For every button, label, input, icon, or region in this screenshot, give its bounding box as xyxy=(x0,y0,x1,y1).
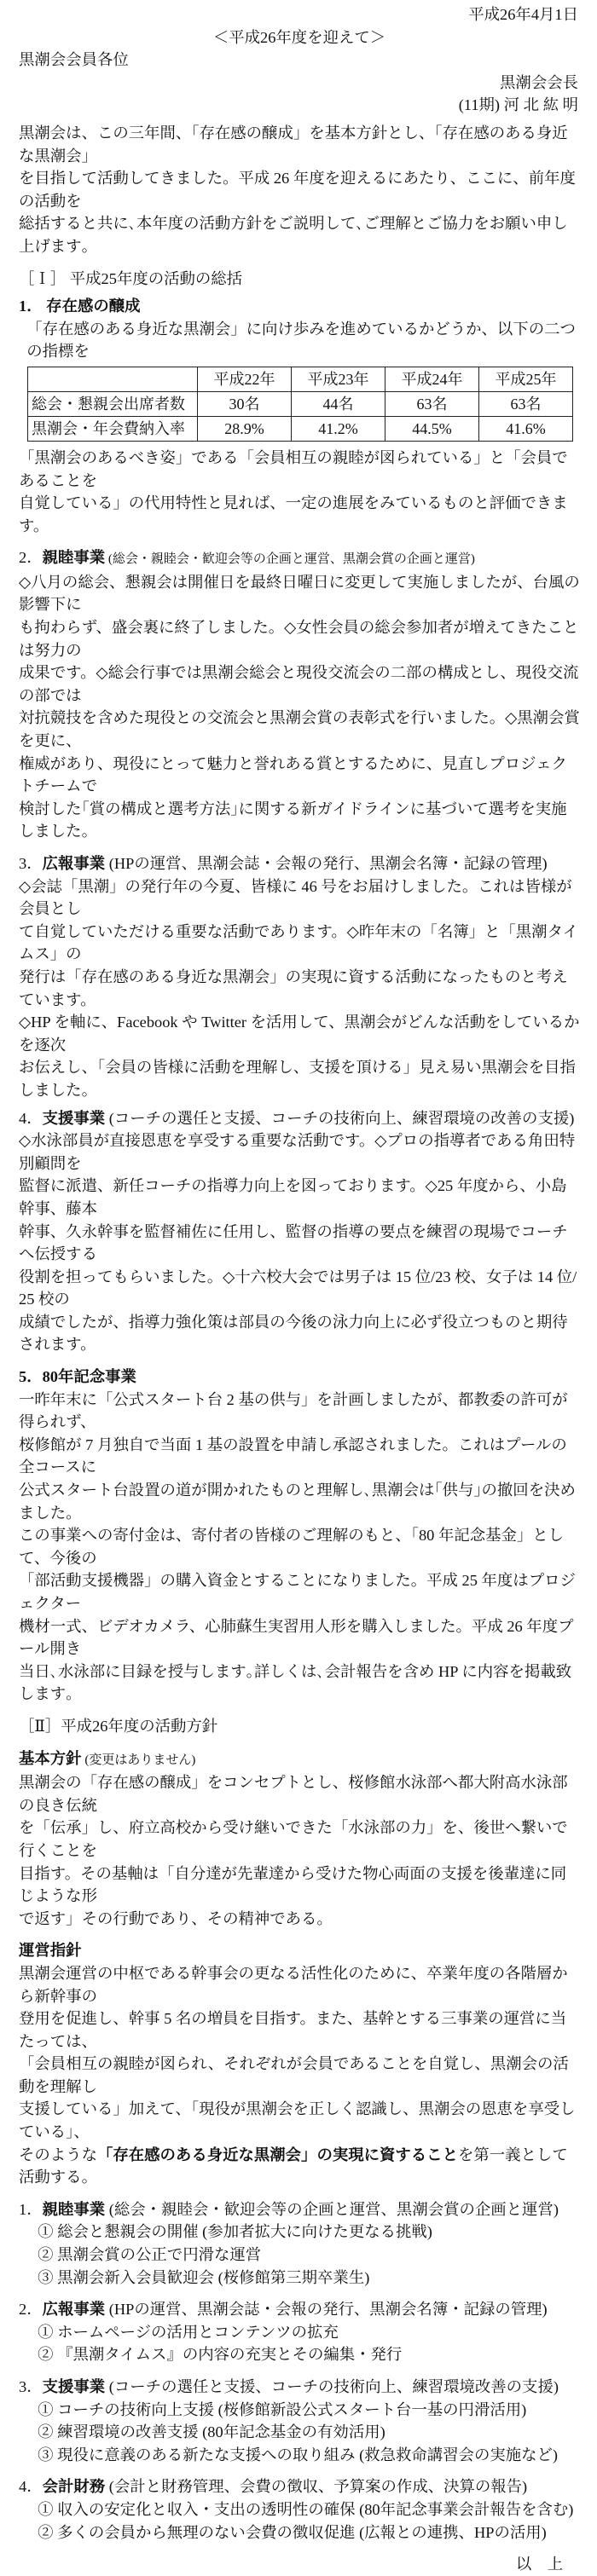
plan-item: ③ 現役に意義のある新たな支援への取り組み (救急救命講習会の実施など) xyxy=(38,2446,559,2463)
table-cell: 30名 xyxy=(198,391,292,416)
text-line: 「黒潮会のあるべき姿」である「会員相互の親睦が図られている」と「会員であることを xyxy=(19,448,568,489)
text-line: 一昨年末に「公式スタート台 2 基の供与」を計画しましたが、都教委の許可が得られず、 xyxy=(19,1390,568,1431)
section-title: 支援事業 xyxy=(42,1109,106,1127)
section-note: (HPの運営、黒潮会誌・会報の発行、黒潮会名簿・記録の管理) xyxy=(105,855,548,872)
text-segment: を第一義として活動する。 xyxy=(19,2146,568,2186)
section4-body xyxy=(19,1129,580,1356)
basic-policy-note: (変更はありません) xyxy=(81,1753,196,1767)
addressee: 黒潮会会員各位 xyxy=(19,51,129,69)
plan-heading xyxy=(19,2475,580,2498)
text-line: 役割を担ってもらいました。◇十六校大会では男子は 15 位/23 校、女子は 14 位/25 校の xyxy=(19,1268,577,1308)
document-date: 平成26年4月1日 xyxy=(468,6,578,23)
text-line: 登用を促進し、幹事 5 名の増員を目指す。また、基幹とする三事業の運営に当たっては、 xyxy=(19,2010,567,2050)
text-line: 当日､水泳部に目録を授与します｡詳しくは､会計報告を含め HP に内容を掲載致します｡ xyxy=(19,1662,572,1703)
table-row xyxy=(28,416,573,441)
plan-number: 2． xyxy=(19,2301,43,2319)
section3-heading xyxy=(19,852,580,875)
sender-title: 黒潮会会長 xyxy=(500,73,578,91)
part2-heading: ［Ⅱ］平成26年度の活動方針 xyxy=(19,1717,218,1735)
spacer xyxy=(19,2366,580,2376)
plan-item: ② 『黒潮タイムス』の内容の充実とその編集・発行 xyxy=(38,2346,403,2364)
section-number: 3． xyxy=(19,855,43,872)
plan-title: 広報事業 xyxy=(42,2301,106,2319)
text-line: ◇水泳部員が直接恩恵を享受する重要な活動です。◇プロの指導者である角田特別顧問を xyxy=(19,1132,576,1172)
plan-item: ① ホームページの活用とコンテンツの拡充 xyxy=(38,2323,339,2341)
intro-paragraph xyxy=(19,122,580,258)
section-note: (総会・親睦会・歓迎会等の企画と運営、黒潮会賞の企画と運営) xyxy=(105,552,475,567)
plan-item: ② 練習環境の改善支援 (80年記念基金の有効活用) xyxy=(38,2423,385,2441)
section-title: 親睦事業 xyxy=(42,549,106,567)
text-line: も拘わらず、盛会裏に終了しました。◇女性会員の総会参加者が増えてきたことは努力の xyxy=(19,619,579,659)
text-line: 黒潮会の「存在感の醸成」をコンセプトとし、桜修館水泳部へ都大附高水泳部の良き伝統 xyxy=(19,1774,568,1814)
plan-item: ② 黒潮会賞の公正で円滑な運営 xyxy=(38,2246,262,2264)
text-line: 権威があり、現役にとって魅力と誉れある賞とするために、見直しプロジェクトチームで xyxy=(19,754,567,795)
section5-body xyxy=(19,1389,580,1706)
plan-heading xyxy=(19,2298,580,2321)
operating-policy-last-line xyxy=(19,2144,580,2189)
plan-number: 1． xyxy=(19,2200,43,2218)
section-note: (コーチの選任と支援、コーチの技術向上、練習環境の改善の支援) xyxy=(105,1109,575,1127)
plan-title: 支援事業 xyxy=(42,2378,106,2395)
text-line: 支援している」加えて、「現役が黒潮会を正しく認識し、黒潮会の恩恵を享受している」、 xyxy=(19,2100,576,2141)
text-line: を「伝承」し、府立高校から受け継いできた「水泳部の力」を、後世へ繋いで行くことを xyxy=(19,1819,568,1859)
text-line: 発行は「存在感のある身近な黒潮会」の実現に資する活動になったものと考えています。 xyxy=(19,967,568,1008)
table-row xyxy=(28,391,573,416)
basic-policy-body xyxy=(19,1771,580,1930)
text-line: 幹事、久永幹事を監督補佐に任用し、監督の指導の要点を練習の現場でコーチへ伝授する xyxy=(19,1222,568,1263)
plan-heading xyxy=(19,2376,580,2399)
text-line: 「部活動支援機器」の購入資金とすることになりました。平成 25 年度はプロジェクター xyxy=(19,1572,576,1612)
text-line: 成績でしたが、指導力強化策は部員の今後の泳力向上に必ず役立つものと期待されます。 xyxy=(19,1313,568,1354)
table-cell: 63名 xyxy=(385,391,479,416)
text-line: 目指す。その基軸は「自分達が先輩達から受けた物心両面の支援を後輩達に同じような形 xyxy=(19,1864,567,1905)
section5-heading: 5．80年記念事業 xyxy=(19,1368,136,1386)
plan-item: ① 総会と懇親会の開催 (参加者拡大に向けた更なる挑戦) xyxy=(38,2223,432,2241)
basic-policy-heading xyxy=(19,1747,580,1772)
section3-body xyxy=(19,875,580,1102)
text-line: で返す」その行動であり、その精神である。 xyxy=(19,1909,333,1927)
table-cell: 総会・懇親会出席者数 xyxy=(28,391,198,416)
plan-list xyxy=(19,2198,580,2553)
table-cell: 41.2% xyxy=(292,416,385,441)
section2-body xyxy=(19,571,580,843)
text-line: 黒潮会運営の中枢である幹事会の更なる活性化のために、卒業年度の各階層から新幹事の xyxy=(19,1964,568,2005)
text-line: 総括すると共に､本年度の活動方針をご説明して､ご理解とご協力をお願い申し上げます｡ xyxy=(19,215,568,255)
part1-heading: ［Ｉ］ 平成25年度の活動の総括 xyxy=(19,269,243,287)
plan-item: ② 多くの会員から無理のない会費の徴収促進 (広報との連携、HPの活用) xyxy=(38,2523,547,2541)
table-cell: 黒潮会・年会費納入率 xyxy=(28,416,198,441)
table-header-cell xyxy=(28,367,198,391)
text-line: ◇八月の総会、懇親会は開催日を最終日曜日に変更して実施しましたが、台風の影響下に xyxy=(19,573,580,614)
section2-heading xyxy=(19,546,580,571)
section-title: 広報事業 xyxy=(42,855,106,872)
plan-item: ① 収入の安定化と収入・支出の透明性の確保 (80年記念事業会計報告を含む) xyxy=(38,2500,574,2518)
spacer xyxy=(19,2544,580,2553)
sender-name: (11期) 河 北 紘 明 xyxy=(458,96,578,114)
spacer xyxy=(19,2289,580,2298)
plan-note: (HPの運営、黒潮会誌・会報の発行、黒潮会名簿・記録の管理) xyxy=(105,2301,548,2319)
text-line: ◇会誌「黒潮」の発行年の今夏、皆様に 46 号をお届けしました。これは皆様が会員とし xyxy=(19,877,572,918)
section4-heading xyxy=(19,1107,580,1130)
document-title: ＜平成26年度を迎えて＞ xyxy=(212,28,386,46)
text-segment: そのような xyxy=(19,2146,97,2163)
text-line: 公式スタート台設置の道が開かれたものと理解し､黒潮会は｢供与｣の撤回を決めました｡ xyxy=(19,1481,576,1522)
text-line: 黒潮会は、この三年間、「存在感の醸成」を基本方針とし、「存在感のある身近な黒潮会」 xyxy=(19,124,568,165)
basic-policy-title: 基本方針 xyxy=(19,1749,82,1767)
operating-policy-body xyxy=(19,1962,580,2144)
text-line: 監督に派遣、新任コーチの指導力向上を図っております。◇25 年度から、小島幹事、藤本 xyxy=(19,1177,567,1217)
text-line: 桜修館が 7 月独自で当面 1 基の設置を申請し承認されました。これはプールの全コースに xyxy=(19,1435,567,1476)
text-line: 成果です。◇総会行事では黒潮会総会と現役交流会の二部の構成とし、現役交流の部では xyxy=(19,664,579,704)
plan-note: (コーチの選任と支援、コーチの技術向上、練習環境改善の支援) xyxy=(105,2378,559,2395)
table-header-cell: 平成23年 xyxy=(292,367,385,391)
text-line: 「会員相互の親睦が図られ、それぞれが会員であることを自覚し、黒潮会の活動を理解し xyxy=(19,2055,569,2095)
table-header-cell: 平成24年 xyxy=(385,367,479,391)
text-line: 自覚している」の代用特性と見れば、一定の進展をみているものと評価できます。 xyxy=(19,494,568,534)
section1-evaluation xyxy=(19,447,580,537)
text-line: 対抗競技を含めた現役との交流会と黒潮会賞の表彰式を行いました。◇黒潮会賞を更に、 xyxy=(19,709,580,750)
section-number: 2． xyxy=(19,549,43,567)
text-line: て自覚していただける重要な活動であります。◇昨年末の「名簿」と「黒潮タイムス」の xyxy=(19,922,578,963)
plan-title: 親睦事業 xyxy=(42,2200,106,2218)
plan-number: 3． xyxy=(19,2378,43,2395)
plan-item: ① コーチの技術向上支援 (桜修館新設公式スタート台一基の円滑活用) xyxy=(38,2400,527,2418)
table-cell: 28.9% xyxy=(198,416,292,441)
plan-note: (会計と財務管理、会費の徴収、予算案の作成、決算の報告) xyxy=(105,2478,528,2496)
operating-policy-heading: 運営指針 xyxy=(19,1942,82,1960)
plan-title: 会計財務 xyxy=(42,2478,106,2496)
text-line: 機材一式、ビデオカメラ、心肺蘇生実習用人形を購入しました。平成 26 年度プール開き xyxy=(19,1617,574,1658)
table-header-row xyxy=(28,367,573,391)
text-line: 検討した｢賞の構成と選考方法｣に関する新ガイドラインに基づいて選考を実施しました。 xyxy=(19,800,567,840)
section1-heading: 1． 存在感の醸成 xyxy=(19,297,141,315)
plan-item: ③ 黒潮会新入会員歓迎会 (桜修館第三期卒業生) xyxy=(38,2268,370,2286)
plan-note: (総会・親睦会・歓迎会等の企画と運営、黒潮会賞の企画と運営) xyxy=(105,2200,559,2218)
table-cell: 44名 xyxy=(292,391,385,416)
table-header-cell: 平成22年 xyxy=(198,367,292,391)
plan-heading xyxy=(19,2198,580,2221)
section1-intro xyxy=(19,318,580,363)
text-line: お伝えし、「会員の皆様に活動を理解し、支援を頂ける」見え易い黒潮会を目指しました。 xyxy=(19,1059,576,1099)
table-header-cell: 平成25年 xyxy=(479,367,573,391)
text-line: を目指して活動してきました。平成 26 年度を迎えるにあたり、ここに、前年度の活動を xyxy=(19,170,576,210)
table-cell: 44.5% xyxy=(385,416,479,441)
text-line: この事業への寄付金は、寄付者の皆様のご理解のもと、「80 年記念基金」として、今後の xyxy=(19,1527,565,1567)
closing-mark: 以 上 xyxy=(515,2556,563,2573)
indicator-table xyxy=(27,367,573,442)
plan-number: 4． xyxy=(19,2478,43,2496)
table-cell: 41.6% xyxy=(479,416,573,441)
section-number: 4． xyxy=(19,1109,43,1127)
text-line: 「存在感のある身近な黒潮会」に向け歩みを進めているかどうか、以下の二つの指標を xyxy=(26,320,576,361)
text-line: ◇HP を軸に、Facebook や Twitter を活用して、黒潮会がどんな活動をしているかを逐次 xyxy=(19,1014,580,1054)
table-cell: 63名 xyxy=(479,391,573,416)
spacer xyxy=(19,2466,580,2475)
emphasis-text: 「存在感のある身近な黒潮会」の実現に資すること xyxy=(96,2146,458,2163)
